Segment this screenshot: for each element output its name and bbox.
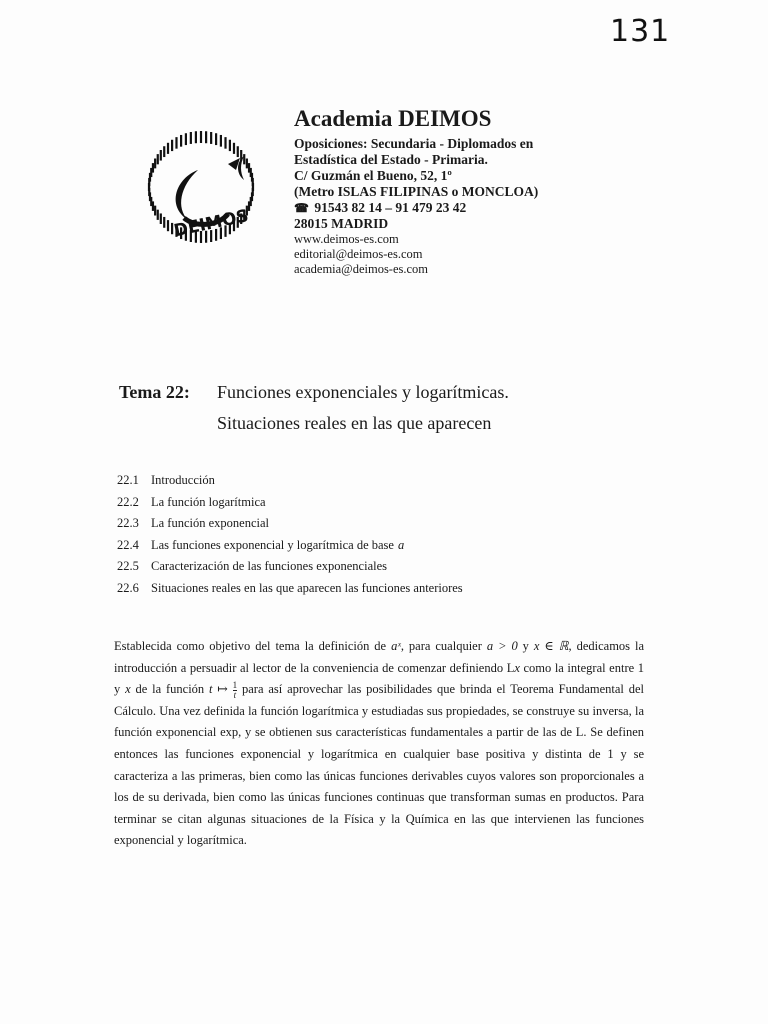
header-line: Oposiciones: Secundaria - Diplomados en — [294, 136, 534, 151]
table-of-contents — [117, 470, 463, 600]
topic-title: Funciones exponenciales y logarítmicas. — [217, 382, 509, 402]
phone-line — [294, 200, 538, 216]
abstract-paragraph: Establecida como objetivo del tema la definición de aˣ, para cualquier a > 0 y x ∈ ℝ, dedicamos la introducción a persuadir al lector de la conveniencia de comenzar definiendo Lx como la integral entre 1 y x de la función t ↦ $\frac{1}{t}$ para así aprovechar las posibilidades que brinda el Teorema Fundamental del Cálculo. Una vez definida la función logarítmica y estudiadas sus propiedades, se construye su inversa, la función exponencial exp, y se obtienen sus características fundamentales a partir de las de L. Se definen entonces las funciones exponencial y logarítmica en cualquier base positiva y distinta de 1 y se caracteriza a las primeras, bien como las únicas funciones derivables cuyos valores son proporcionales a los de su derivada, bien como las únicas funciones continuas que transforman sumas en productos. Para terminar se citan algunas situaciones de la Física y la Química en las que intervienen las funciones exponencial y logarítmica. — [114, 639, 645, 848]
deimos-logo-icon — [136, 128, 266, 246]
editorial-email: editorial@deimos-es.com — [294, 247, 423, 261]
toc-item: 22.4 Las funciones exponencial y logarítmica de base a — [117, 537, 405, 552]
toc-item: 22.1 Introducción — [117, 473, 215, 487]
academia-email: academia@deimos-es.com — [294, 262, 429, 276]
toc-item: 22.2 La función logarítmica — [117, 494, 266, 509]
academy-name: Academia DEIMOS — [294, 106, 492, 131]
header-line: C/ Guzmán el Bueno, 52, 1º — [294, 168, 452, 183]
toc-item: 22.6 Situaciones reales en las que aparecen las funciones anteriores — [117, 580, 463, 595]
phone-numbers: 91543 82 14 – 91 479 23 42 — [314, 200, 467, 215]
postal-line: 28015 MADRID — [294, 216, 389, 231]
telephone-icon: ☎ — [294, 201, 309, 215]
header-line: Estadística del Estado - Primaria. — [294, 152, 488, 167]
toc-item: 22.5 Caracterización de las funciones exponenciales — [117, 559, 387, 574]
topic-label: Tema 22: — [119, 382, 190, 402]
header-line: (Metro ISLAS FILIPINAS o MONCLOA) — [294, 184, 539, 199]
fraction: $\frac{1}{t}$ — [232, 679, 238, 700]
topic-subtitle: Situaciones reales en las que aparecen — [217, 413, 492, 433]
topic-heading — [119, 382, 679, 434]
academy-header — [294, 106, 538, 277]
website: www.deimos-es.com — [294, 232, 399, 246]
logo-text: DEIMOS — [172, 206, 251, 242]
toc-item: 22.3 La función exponencial — [117, 516, 270, 531]
page-number: 131 — [610, 14, 671, 49]
